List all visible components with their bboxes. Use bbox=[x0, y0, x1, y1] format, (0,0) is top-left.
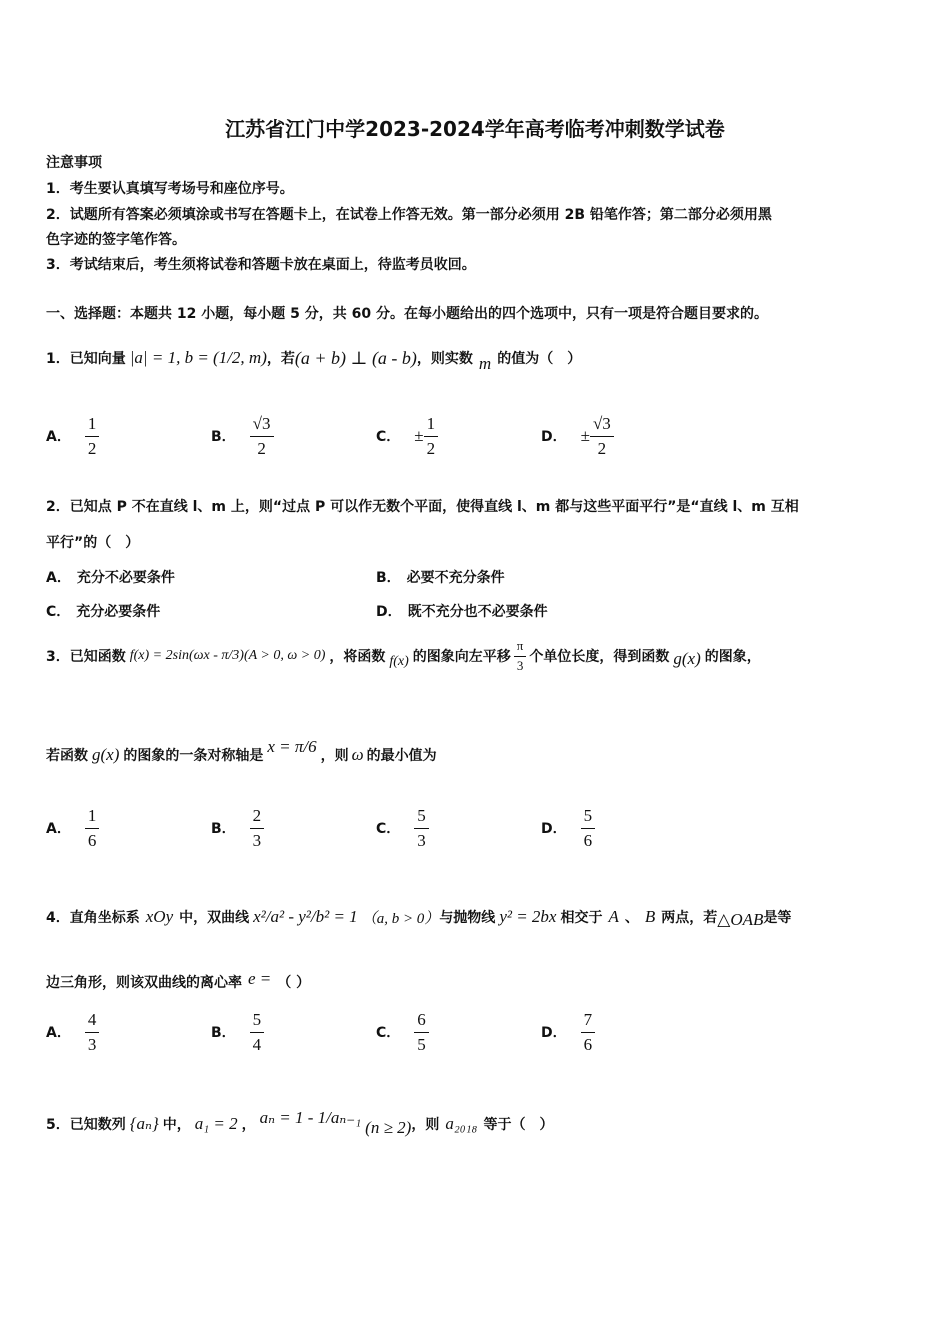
q4-mid4: 两点，若 bbox=[661, 910, 718, 926]
q2-option-c-label: C． bbox=[46, 604, 71, 620]
q4-option-a-label: A． bbox=[46, 1025, 71, 1042]
q3-option-a[interactable] bbox=[46, 806, 99, 850]
q3-option-d-num: 5 bbox=[581, 806, 596, 829]
q2-option-a-label: A． bbox=[46, 570, 71, 586]
q4-parabola: y² = 2bx bbox=[499, 907, 557, 926]
q3-function: f(x) = 2sin(ωx - π/3)(A > 0, ω > 0) bbox=[129, 648, 326, 663]
q3-option-a-num: 1 bbox=[85, 806, 100, 829]
q2-option-a-text: 充分不必要条件 bbox=[76, 570, 175, 586]
q1-vector-condition: |a| = 1, b = (1/2, m) bbox=[129, 348, 267, 367]
q2-option-c-text: 充分必要条件 bbox=[76, 604, 161, 620]
q1-option-d-den: 2 bbox=[597, 438, 607, 458]
q1-mid: ，若 bbox=[266, 351, 295, 367]
q3-option-a-den: 6 bbox=[87, 830, 97, 850]
q4-line2-suffix: （ ） bbox=[277, 975, 311, 991]
q4-option-a-num: 4 bbox=[85, 1010, 100, 1033]
q3-gx-2: g(x) bbox=[92, 745, 120, 764]
q4-mid3: 相交于 bbox=[560, 910, 603, 926]
q4-mid1: 中，双曲线 bbox=[179, 910, 250, 926]
q1-option-a-den: 2 bbox=[87, 438, 97, 458]
q4-option-c-den: 5 bbox=[417, 1034, 426, 1054]
q3-option-b-den: 3 bbox=[252, 830, 262, 850]
q3-line2-mid: 的图象的一条对称轴是 bbox=[123, 748, 264, 764]
q3-option-b-num: 2 bbox=[250, 806, 265, 829]
q1-mid2: ，则实数 bbox=[416, 351, 473, 367]
q3-omega: ω bbox=[351, 745, 364, 764]
q3-shift-den: 3 bbox=[516, 657, 524, 673]
q3-option-b-label: B． bbox=[211, 821, 236, 838]
q3-option-d[interactable] bbox=[541, 806, 595, 850]
q1-perp-condition: (a + b) ⊥ (a - b) bbox=[294, 347, 417, 368]
q2-option-b-label: B． bbox=[376, 570, 401, 586]
q4-option-c-num: 6 bbox=[414, 1010, 429, 1033]
q4-xoy: xOy bbox=[145, 907, 174, 926]
q3-option-c[interactable] bbox=[376, 806, 429, 850]
question-2-line-2: 平行”的（ ） bbox=[46, 535, 140, 551]
q2-option-d-text: 既不充分也不必要条件 bbox=[407, 604, 548, 620]
q5-sequence: {aₙ} bbox=[129, 1114, 159, 1133]
q4-option-d-num: 7 bbox=[581, 1010, 596, 1033]
q1-option-c[interactable] bbox=[376, 414, 438, 458]
q3-shift-num: π bbox=[514, 639, 527, 657]
q1-option-d-num: √3 bbox=[590, 414, 614, 437]
q3-option-d-den: 6 bbox=[583, 830, 593, 850]
q2-option-b-text: 必要不充分条件 bbox=[406, 570, 505, 586]
q1-option-b-label: B． bbox=[211, 429, 236, 446]
question-4-line-1 bbox=[46, 890, 791, 944]
q1-option-c-num: 1 bbox=[424, 414, 439, 437]
q3-mid4: 的图象， bbox=[704, 649, 761, 665]
q4-hyperbola: x²/a² - y²/b² = 1 bbox=[253, 907, 358, 926]
question-5-stem bbox=[46, 1098, 553, 1150]
q1-option-b-num: √3 bbox=[250, 414, 274, 437]
q3-option-c-num: 5 bbox=[414, 806, 429, 829]
q3-option-c-den: 3 bbox=[417, 830, 426, 850]
q1-option-d-label: D． bbox=[541, 429, 567, 446]
q3-line2-suffix: 的最小值为 bbox=[366, 748, 437, 764]
q2-option-d[interactable] bbox=[376, 601, 548, 621]
q5-a1: a₁ = 2 bbox=[194, 1114, 238, 1133]
q5-condition: (n ≥ 2) bbox=[365, 1118, 412, 1137]
q4-option-d-den: 6 bbox=[583, 1034, 593, 1054]
notice-item-2-cont: 色字迹的签字笔作答。 bbox=[46, 232, 186, 248]
notice-item-2: 2．试题所有答案必须填涂或书写在答题卡上，在试卷上作答无效。第一部分必须用 2B 铅笔作答；第二部分必须用黑 bbox=[46, 207, 772, 223]
q5-mid2: ，则 bbox=[411, 1117, 440, 1133]
q3-gx: g(x) bbox=[673, 649, 701, 668]
q1-option-a[interactable] bbox=[46, 414, 99, 458]
q3-mid2: 的图象向左平移 bbox=[412, 649, 511, 665]
q1-option-d[interactable] bbox=[541, 414, 614, 458]
q5-target: a₂₀₁₈ bbox=[445, 1114, 478, 1133]
q1-option-c-pm: ± bbox=[414, 426, 424, 446]
q5-recurrence: aₙ = 1 - 1/aₙ₋₁ bbox=[259, 1108, 362, 1127]
q3-option-a-label: A． bbox=[46, 821, 71, 838]
q4-option-c-label: C． bbox=[376, 1025, 401, 1042]
page-title: 江苏省江门中学2023-2024学年高考临考冲刺数学试卷 bbox=[225, 117, 725, 141]
q4-prefix: 4．直角坐标系 bbox=[46, 910, 140, 926]
q2-option-c[interactable] bbox=[46, 601, 160, 621]
q3-fx: f(x) bbox=[389, 654, 409, 669]
q1-option-a-label: A． bbox=[46, 429, 71, 446]
q1-var-m: m bbox=[478, 354, 492, 373]
q1-prefix: 1．已知向量 bbox=[46, 351, 126, 367]
question-3-line-2 bbox=[46, 730, 437, 780]
q2-option-d-label: D． bbox=[376, 604, 402, 620]
q4-mid2: 与抛物线 bbox=[439, 910, 496, 926]
q1-option-b-den: 2 bbox=[257, 438, 266, 458]
q1-suffix: 的值为（ ） bbox=[497, 351, 582, 367]
q3-option-d-label: D． bbox=[541, 821, 567, 838]
q4-condition: （a, b > 0） bbox=[361, 910, 440, 927]
q4-sep: 、 bbox=[624, 910, 639, 926]
q4-option-a-den: 3 bbox=[87, 1034, 97, 1054]
q4-triangle: △OAB bbox=[717, 910, 764, 929]
q3-option-b[interactable] bbox=[211, 806, 264, 850]
q1-option-d-pm: ± bbox=[580, 426, 590, 446]
q5-comma: ， bbox=[241, 1117, 256, 1133]
q3-line2-prefix: 若函数 bbox=[46, 748, 88, 764]
notice-heading: 注意事项 bbox=[46, 155, 102, 171]
q4-eccentricity: e = bbox=[248, 969, 272, 988]
q3-mid1: ，将函数 bbox=[329, 649, 386, 665]
q3-line2-mid2: ，则 bbox=[320, 748, 349, 764]
q4-option-a[interactable] bbox=[46, 1010, 99, 1054]
q1-option-c-label: C． bbox=[376, 429, 401, 446]
q5-mid1: 中， bbox=[162, 1117, 191, 1133]
q3-axis: x = π/6 bbox=[267, 737, 317, 756]
q3-prefix: 3．已知函数 bbox=[46, 649, 126, 665]
question-2-line-1: 2．已知点 P 不在直线 l、m 上，则“过点 P 可以作无数个平面，使得直线 l、m 都与这些平面平行”是“直线 l、m 互相 bbox=[46, 499, 799, 515]
q4-option-b-label: B． bbox=[211, 1025, 236, 1042]
q4-option-d[interactable] bbox=[541, 1010, 595, 1054]
q4-suffix: 是等 bbox=[763, 910, 792, 926]
q1-option-a-num: 1 bbox=[85, 414, 100, 437]
q2-option-b[interactable] bbox=[376, 567, 505, 587]
question-1-stem bbox=[46, 336, 581, 380]
q4-point-b: B bbox=[644, 907, 656, 926]
q4-option-d-label: D． bbox=[541, 1025, 567, 1042]
q1-option-c-den: 2 bbox=[426, 438, 436, 458]
q3-option-c-label: C． bbox=[376, 821, 401, 838]
q4-option-b[interactable] bbox=[211, 1010, 264, 1054]
notice-item-3: 3．考试结束后，考生须将试卷和答题卡放在桌面上，待监考员收回。 bbox=[46, 257, 476, 273]
q4-line2: 边三角形，则该双曲线的离心率 bbox=[46, 975, 242, 991]
q5-suffix: 等于（ ） bbox=[483, 1117, 554, 1133]
q3-mid3: 个单位长度，得到函数 bbox=[529, 649, 670, 665]
question-4-line-2 bbox=[46, 969, 311, 992]
q2-option-a[interactable] bbox=[46, 567, 175, 587]
notice-item-1: 1．考生要认真填写考场号和座位序号。 bbox=[46, 181, 294, 197]
q4-option-b-den: 4 bbox=[252, 1034, 262, 1054]
q1-option-b[interactable] bbox=[211, 414, 274, 458]
q4-option-b-num: 5 bbox=[250, 1010, 265, 1033]
section-heading: 一、选择题：本题共 12 小题，每小题 5 分，共 60 分。在每小题给出的四个选项中，只有一项是符合题目要求的。 bbox=[46, 306, 768, 322]
q4-point-a: A bbox=[608, 907, 619, 926]
q5-prefix: 5．已知数列 bbox=[46, 1117, 126, 1133]
question-3-line-1 bbox=[46, 636, 761, 676]
q4-option-c[interactable] bbox=[376, 1010, 429, 1054]
